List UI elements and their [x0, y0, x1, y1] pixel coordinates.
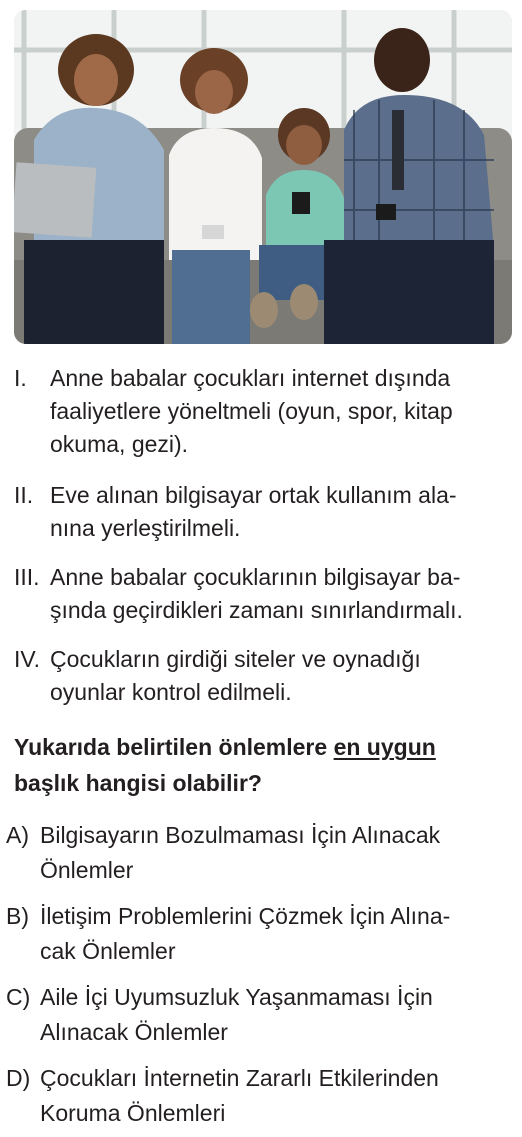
statement-line: faaliyetlere yöneltmeli (oyun, spor, kitap [50, 398, 453, 424]
statement-line: şında geçirdikleri zamanı sınırlandırmalı. [50, 597, 463, 623]
option-line: Çocukları İnternetin Zararlı Etkilerinden [40, 1065, 439, 1091]
statement-line: Çocukların girdiği siteler ve oynadığı [50, 646, 421, 672]
statement-line: oyunlar kontrol edilmeli. [50, 679, 292, 705]
statement-number: I. [14, 365, 27, 391]
statement-line: okuma, gezi). [50, 431, 189, 457]
statement-line: Anne babalar çocuklarının bilgisayar ba- [50, 564, 461, 590]
option-line: Önlemler [40, 857, 134, 883]
question-underlined: en uygun [333, 734, 436, 760]
family-photo [14, 10, 512, 344]
option-line: Aile İçi Uyumsuzluk Yaşanmaması İçin [40, 984, 433, 1010]
statement-line: Eve alınan bilgisayar ortak kullanım ala- [50, 482, 457, 508]
option-line: Alınacak Önlemler [40, 1019, 228, 1045]
option-letter: C) [6, 984, 31, 1010]
option-line: cak Önlemler [40, 938, 176, 964]
option-line: Bilgisayarın Bozulmaması İçin Alınacak [40, 822, 441, 848]
statement-number: II. [14, 482, 34, 508]
statement-number: IV. [14, 646, 41, 672]
statement-number: III. [14, 564, 40, 590]
option-letter: B) [6, 903, 29, 929]
question-part-1: Yukarıda belirtilen önlemlere [14, 734, 334, 760]
statement-line: nına yerleştirilmeli. [50, 515, 241, 541]
option-line: Koruma Önlemleri [40, 1100, 226, 1126]
option-line: İletişim Problemlerini Çözmek İçin Alına- [40, 903, 451, 929]
statement-line: Anne babalar çocukları internet dışında [50, 365, 451, 391]
option-letter: A) [6, 822, 29, 848]
family-using-devices-photo [14, 10, 512, 344]
option-letter: D) [6, 1065, 31, 1091]
question-part-2: başlık hangisi olabilir? [14, 770, 262, 796]
question-text [14, 729, 514, 801]
